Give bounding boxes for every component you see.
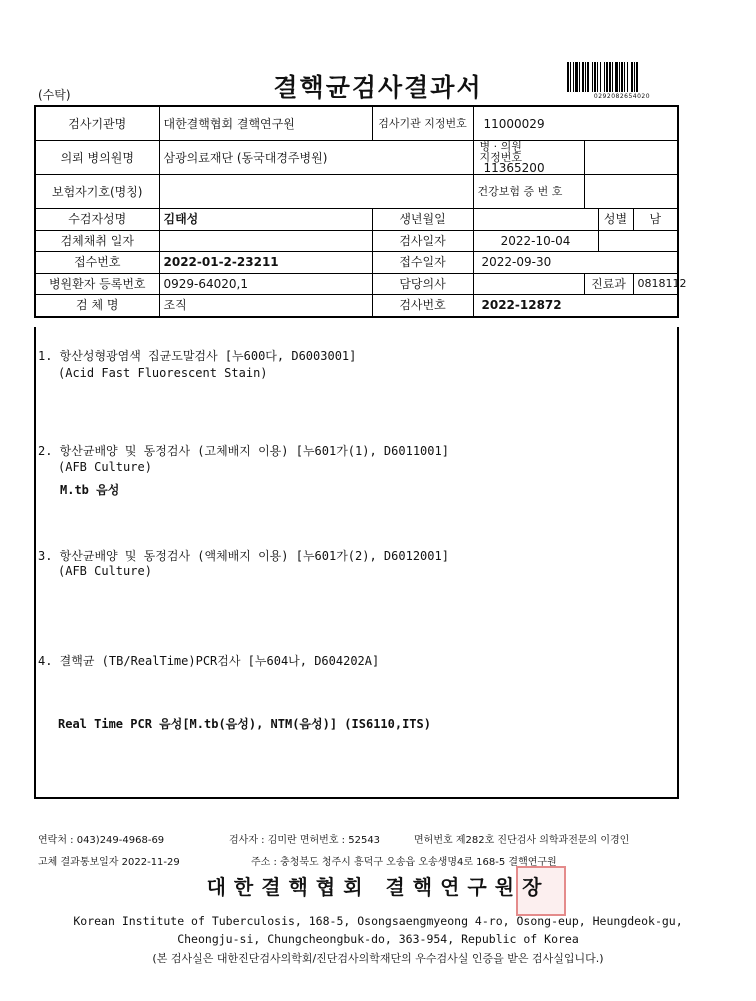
table-row [35,295,678,317]
health-no-value [584,175,678,209]
barcode-bar [573,62,574,92]
license-info: 면허번호 제282호 진단검사 의학과전문의 이경인 [414,835,630,846]
report-date: 고체 결과통보일자 2022-11-29 [38,857,180,868]
result-2-value: M.tb 음성 [60,483,120,497]
barcode-bar [612,62,613,92]
barcode-bar [624,62,625,92]
exam-no-label: 검사번호 [372,295,473,317]
barcode [567,62,677,92]
barcode-bar [597,62,598,92]
barcode-bar [634,62,635,92]
barcode-bar [621,62,623,92]
barcode-bar [604,62,605,92]
insurer-label: 보험자기호(명칭) [35,175,159,209]
dept-label: 진료과 [584,273,633,295]
test-date-value: 2022-10-04 [473,230,598,252]
barcode-bar [579,62,580,92]
patient-no-value: 0929-64020,1 [159,273,372,295]
examiner-info: 검사자 : 김미란 면허번호 : 52543 [229,835,381,846]
birth-value [473,209,598,231]
receipt-date-value: 2022-09-30 [473,252,678,274]
receipt-date-label: 접수일자 [372,252,473,274]
address: 주소 : 충청북도 청주시 흥덕구 오송읍 오송생명4로 168-5 결핵연구원 [251,857,557,868]
inst-value: 대한결핵협회 결핵연구원 [159,106,372,141]
barcode-bar [592,62,593,92]
dept-value: 0818112 [633,273,678,295]
req-blank [584,141,678,175]
req-no-value: 11365200 [483,161,545,175]
page-title: 결핵균검사결과서 [273,73,483,102]
receipt-no-value: 2022-01-2-23211 [159,252,372,274]
result-4-title: 4. 결핵균 (TB/RealTime)PCR검사 [누604나, D604202A] [38,654,380,668]
institute-name: 대한결핵협회 결핵연구원장 [206,875,550,899]
inst-no-value: 11000029 [473,106,678,141]
req-no-label-text: 병 · 의원 지정번호 [479,140,523,164]
table-row [35,141,678,175]
exam-no-value: 2022-12872 [473,295,678,317]
barcode-bar [594,62,596,92]
req-value: 삼광의료재단 (동국대경주병원) [159,141,473,175]
barcode-bar [585,62,586,92]
barcode-bar [609,62,611,92]
request-type-label: (수탁) [38,88,71,102]
inst-no-label: 검사기관 지정번호 [372,106,473,141]
result-2-subtitle: (AFB Culture) [58,460,152,474]
specimen-label: 검 체 명 [35,295,159,317]
barcode-bar [600,62,601,92]
contact-info: 연락처 : 043)249-4968-69 [38,835,165,846]
barcode-bar [615,62,618,92]
table-row [35,209,678,231]
inst-label: 검사기관명 [35,106,159,141]
results-box [34,327,679,799]
test-date-label: 검사일자 [372,230,473,252]
barcode-bar [582,62,584,92]
patient-no-label: 병원환자 등록번호 [35,273,159,295]
result-3-title: 3. 항산균배양 및 동정검사 (액체배지 이용) [누601가(2), D6012001] [38,549,449,563]
req-label: 의뢰 병의원명 [35,141,159,175]
receipt-no-label: 접수번호 [35,252,159,274]
test-date-blank [598,230,678,252]
sex-value: 남 [633,209,678,231]
req-no-label [473,141,584,175]
english-address-1: Korean Institute of Tuberculosis, 168-5, Osongsaengmyeong 4-ro, Osong-eup, Heungdeok-gu, [73,914,683,928]
barcode-bar [575,62,578,92]
barcode-bar [606,62,608,92]
table-row [35,230,678,252]
specimen-value: 조직 [159,295,372,317]
sex-label: 성별 [598,209,633,231]
result-1-title: 1. 항산성형광염색 집균도말검사 [누600다, D6003001] [38,349,357,363]
barcode-bar [567,62,569,92]
collect-label: 검체채취 일자 [35,230,159,252]
barcode-bar [619,62,620,92]
name-label: 수검자성명 [35,209,159,231]
doctor-value [473,273,584,295]
result-2-title: 2. 항산균배양 및 동정검사 (고체배지 이용) [누601가(1), D6011001] [38,444,449,458]
collect-value [159,230,372,252]
insurer-value [159,175,473,209]
table-row [35,106,678,141]
result-1-subtitle: (Acid Fast Fluorescent Stain) [58,366,268,380]
barcode-bar [627,62,628,92]
result-3-subtitle: (AFB Culture) [58,564,152,578]
birth-label: 생년월일 [372,209,473,231]
table-row [35,252,678,274]
barcode-number: 0292082654020 [593,93,651,100]
table-row [35,273,678,295]
health-no-label: 건강보험 증 번 호 [473,175,584,209]
barcode-bar [570,62,571,92]
barcode-bar [636,62,638,92]
barcode-bar [587,62,589,92]
english-address-2: Cheongju-si, Chungcheongbuk-do, 363-954, Republic of Korea [177,932,579,946]
name-value: 김태성 [159,209,372,231]
table-row [35,175,678,209]
barcode-bar [631,62,633,92]
doctor-label: 담당의사 [372,273,473,295]
certification-note: (본 검사실은 대한진단검사의학회/진단검사의학재단의 우수검사실 인증을 받은 검사실입니다.) [152,952,604,965]
info-table [34,105,687,318]
result-4-value: Real Time PCR 음성[M.tb(음성), NTM(음성)] (IS6110,ITS) [58,717,431,731]
